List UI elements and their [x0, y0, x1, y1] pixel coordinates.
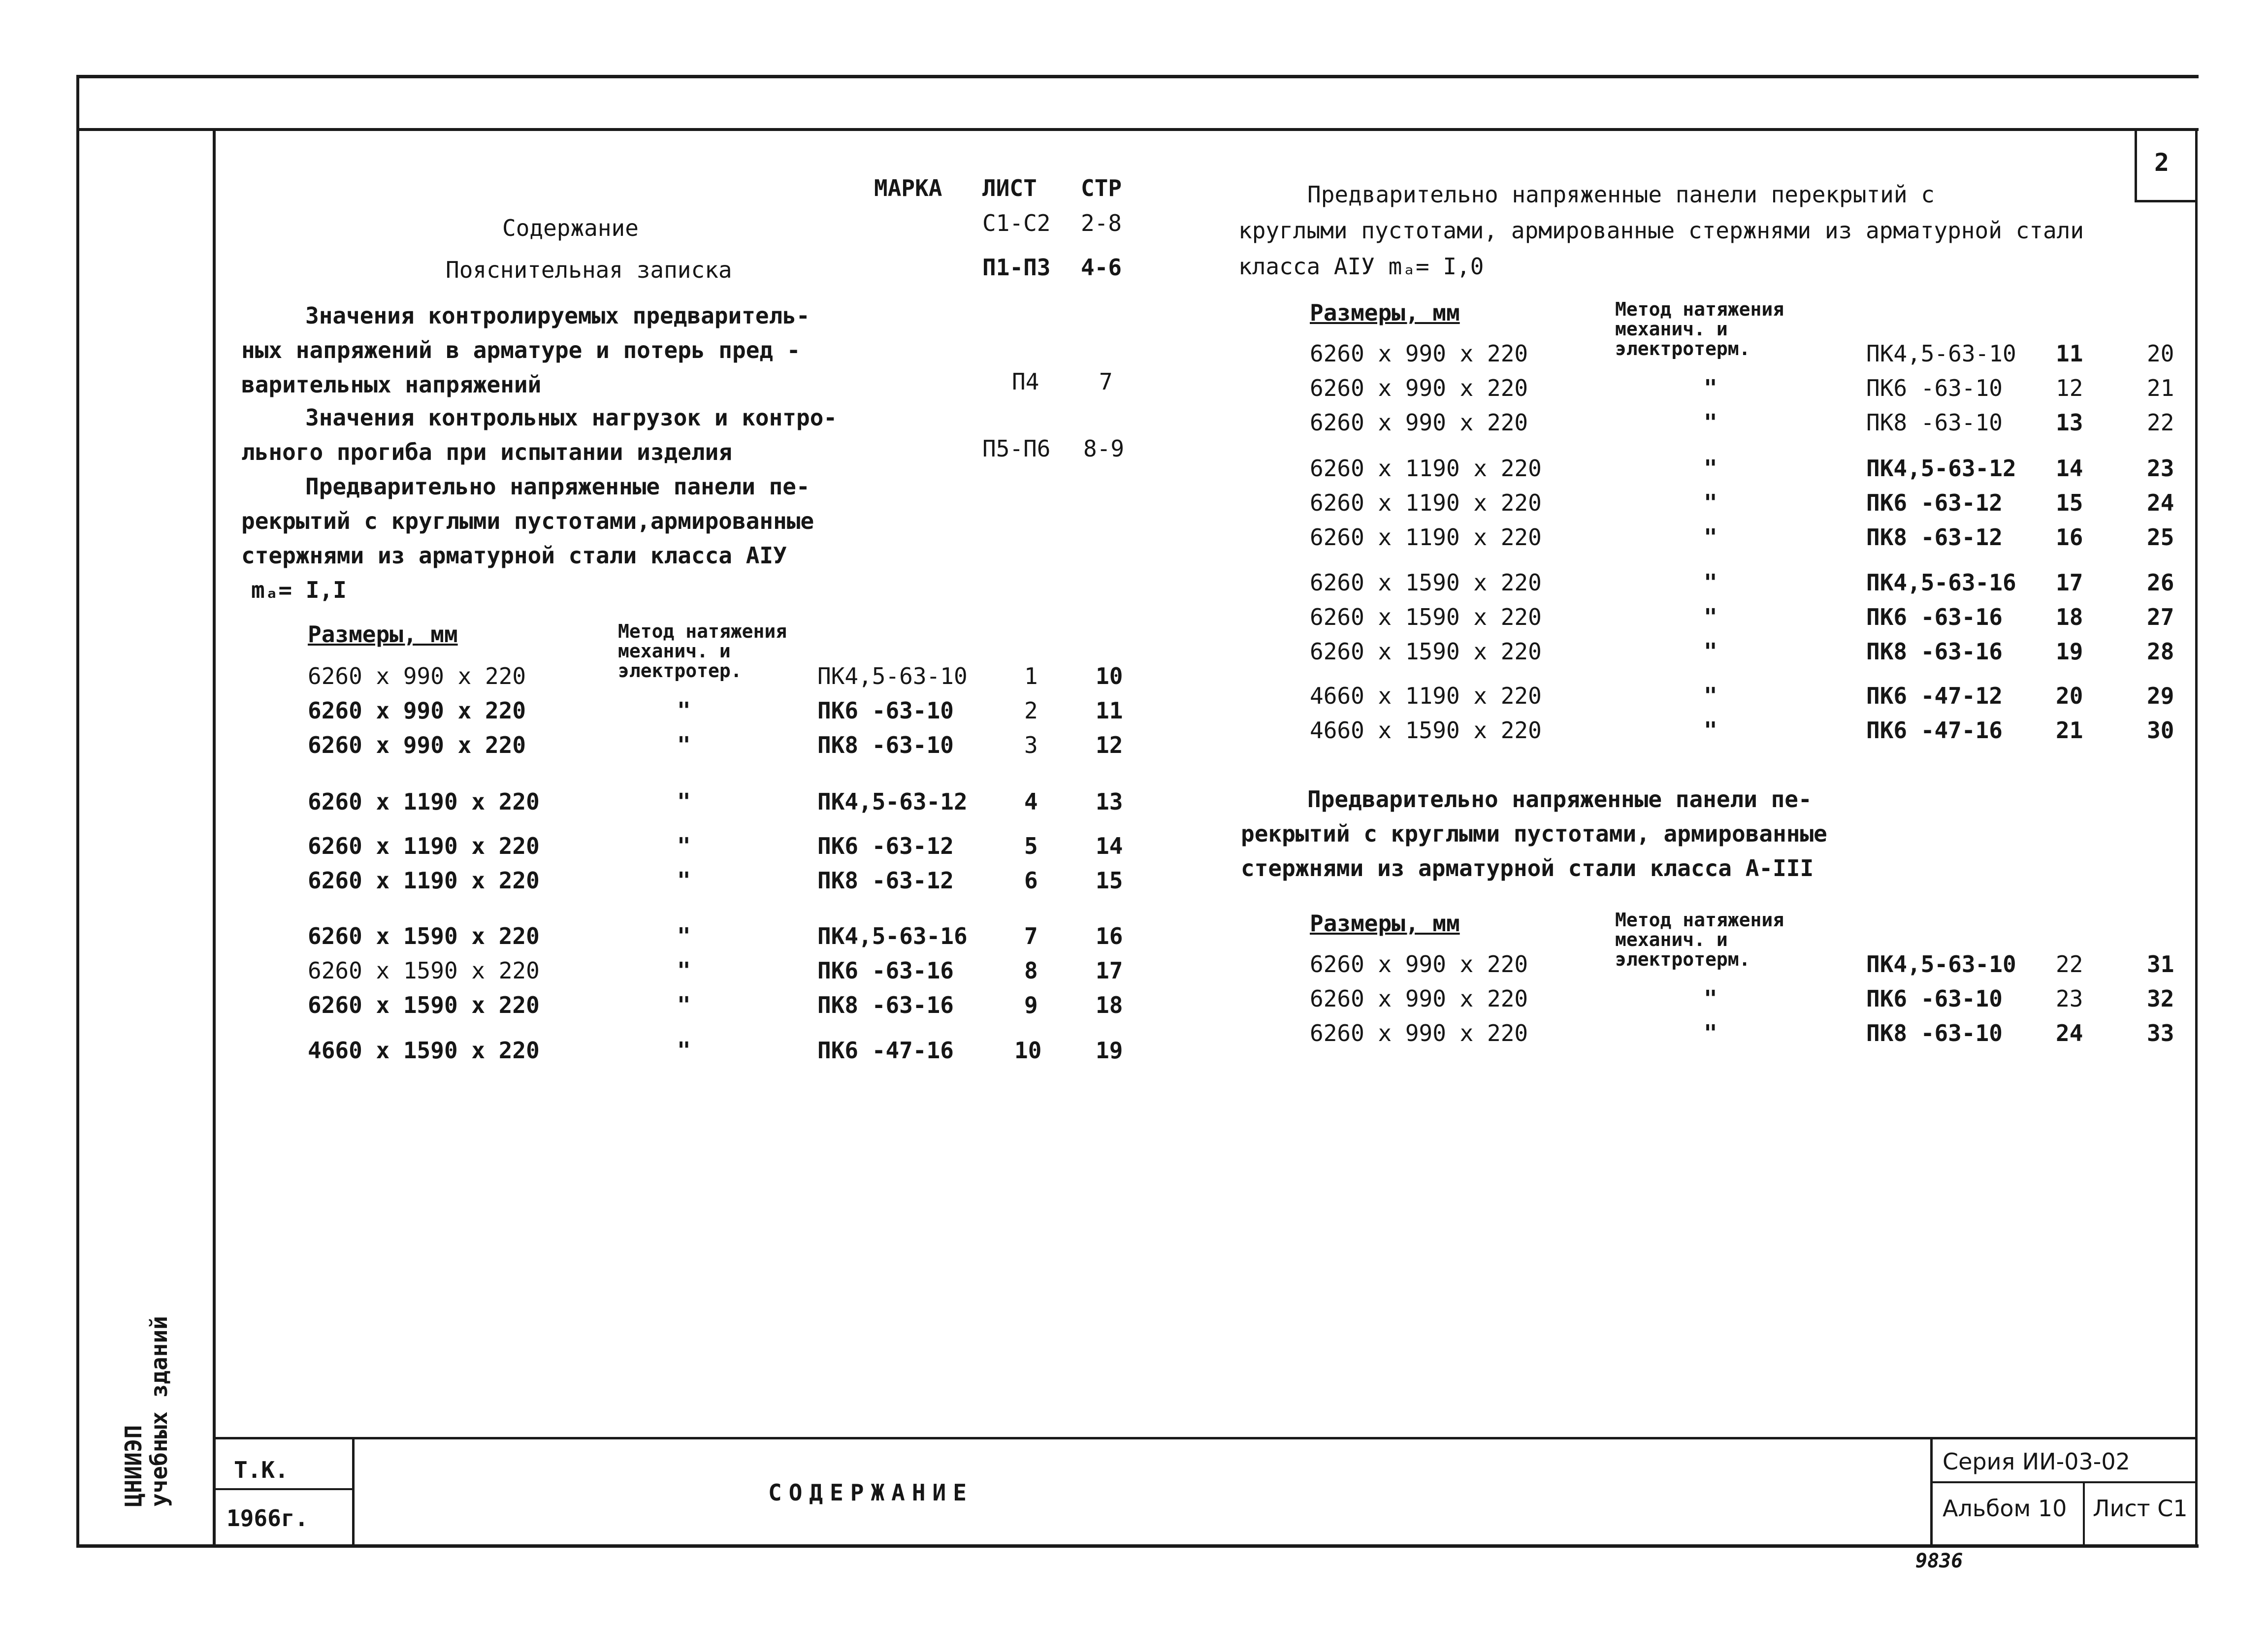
para1-sheet: П4: [1012, 368, 1039, 395]
para5-line2: рекрытий с круглыми пустотами, армированные: [1241, 820, 1827, 847]
table-row: 6260 x 990 x 220: [308, 732, 526, 758]
para1-line3: варительных напряжений: [241, 371, 542, 398]
table-row: 6260 x 990 x 220: [1310, 985, 1528, 1012]
title-block-hline-left: [213, 1488, 354, 1490]
page-number-box-left: [2135, 129, 2137, 202]
title-block-year: 1966г.: [227, 1505, 309, 1531]
frame-left-line: [76, 75, 79, 1547]
para5-line3: стержнями из арматурной стали класса А-III: [1241, 855, 1814, 881]
frame-top-line: [76, 75, 2199, 78]
side-stamp-line1: ЦНИИЭП: [120, 1425, 147, 1507]
header-str: СТР: [1081, 175, 1122, 201]
table-row: 6260 x 1190 x 220: [1310, 455, 1542, 482]
para3-line1: Предварительно напряженные панели пе-: [305, 473, 810, 500]
title-block-div-1: [352, 1438, 355, 1546]
toc-title-1: Содержание: [502, 215, 639, 241]
para2-page: 8-9: [1083, 435, 1125, 462]
table-row: 6260 x 1590 x 220: [308, 923, 540, 949]
table-row: 6260 x 1590 x 220: [308, 992, 540, 1018]
para1-line1: Значения контролируемых предваритель-: [305, 302, 810, 329]
header-marka: МАРКА: [874, 175, 942, 201]
frame-right-line: [2195, 129, 2198, 1547]
para2-line1: Значения контрольных нагрузок и контро-: [305, 404, 838, 431]
table-row: 4660 x 1190 x 220: [1310, 683, 1542, 709]
page-number-box-bottom: [2135, 200, 2198, 202]
right-bottom-col-method-header: Метод натяжения механич. и электротерм.: [1615, 909, 1784, 970]
title-block-title: СОДЕРЖАНИЕ: [768, 1479, 973, 1506]
para1-page: 7: [1099, 368, 1113, 395]
para3-line3: стержнями из арматурной стали класса АIУ: [241, 542, 787, 569]
title-block-tk: Т.К.: [234, 1457, 289, 1483]
table-row: 6260 x 990 x 220: [1310, 951, 1528, 977]
toc-title-2: Пояснительная записка: [446, 257, 732, 283]
right-col-method-header: Метод натяжения механич. и электротерм.: [1615, 298, 1784, 359]
title-block-series: Серия ИИ-03-02: [1943, 1448, 2130, 1475]
para3-line2: рекрытий с круглыми пустотами,армированные: [241, 508, 814, 534]
toc-page-2: 4-6: [1081, 254, 1122, 281]
para2-sheet: П5-П6: [982, 435, 1051, 462]
frame-inner-left-line: [213, 129, 216, 1547]
stamp-number: 9836: [1915, 1550, 1963, 1572]
title-block-div-3: [2083, 1482, 2085, 1546]
para5-line1: Предварительно напряженные панели пе-: [1307, 786, 1812, 813]
para2-line2: льного прогиба при испытании изделия: [241, 439, 732, 465]
table-row: 6260 x 1190 x 220: [308, 833, 540, 859]
table-row: 4660 x 1590 x 220: [1310, 717, 1542, 744]
side-stamp-line2: учебных зданий: [146, 1316, 172, 1507]
table-row: 6260 x 990 x 220: [308, 697, 526, 724]
table-row: 6260 x 990 x 220: [1310, 375, 1528, 401]
right-bottom-col-sizes-header: Размеры, мм: [1310, 910, 1460, 937]
toc-sheet-2: П1-П3: [982, 254, 1051, 281]
table-row: 6260 x 1590 x 220: [1310, 638, 1542, 665]
header-list: ЛИСТ: [982, 175, 1037, 201]
para4-line2: круглыми пустотами, армированные стержнями из арматурной стали: [1238, 217, 2084, 244]
title-block-sheet: Лист С1: [2093, 1495, 2188, 1522]
table-row: 6260 x 1590 x 220: [1310, 604, 1542, 630]
left-col-sizes-header: Размеры, мм: [308, 621, 458, 648]
table-row: 6260 x 1190 x 220: [308, 788, 540, 815]
para4-line1: Предварительно напряженные панели перекрытий с: [1307, 181, 1935, 208]
toc-sheet-1: С1-С2: [982, 210, 1051, 236]
table-row: 6260 x 1190 x 220: [1310, 524, 1542, 551]
table-row: 6260 x 990 x 220: [308, 663, 526, 689]
para4-line3: класса АIУ mₐ= I,0: [1238, 253, 1484, 280]
table-row: 6260 x 990 x 220: [1310, 1020, 1528, 1046]
para1-line2: ных напряжений в арматуре и потерь пред -: [241, 337, 801, 363]
table-row: 6260 x 1190 x 220: [308, 867, 540, 894]
table-row: 6260 x 990 x 220: [1310, 409, 1528, 436]
table-row: 6260 x 990 x 220: [1310, 340, 1528, 367]
table-row: 4660 x 1590 x 220: [308, 1037, 540, 1064]
title-block-top-line: [213, 1437, 2197, 1439]
title-block-album: Альбом 10: [1943, 1495, 2067, 1522]
page-number: 2: [2154, 148, 2170, 177]
table-row: 6260 x 1190 x 220: [1310, 489, 1542, 516]
right-col-sizes-header: Размеры, мм: [1310, 299, 1460, 326]
title-block-hline-right: [1931, 1481, 2197, 1483]
frame-bottom-line: [76, 1544, 2199, 1548]
table-row: 6260 x 1590 x 220: [1310, 569, 1542, 596]
table-row: 6260 x 1590 x 220: [308, 957, 540, 984]
toc-page-1: 2-8: [1081, 210, 1122, 236]
title-block-div-2: [1930, 1438, 1933, 1546]
left-col-method-header: Метод натяжения механич. и электротер.: [618, 620, 787, 682]
para3-line4: mₐ= I,I: [251, 577, 347, 603]
side-stamp: [121, 1316, 172, 1507]
frame-top-line-2: [76, 128, 2199, 131]
